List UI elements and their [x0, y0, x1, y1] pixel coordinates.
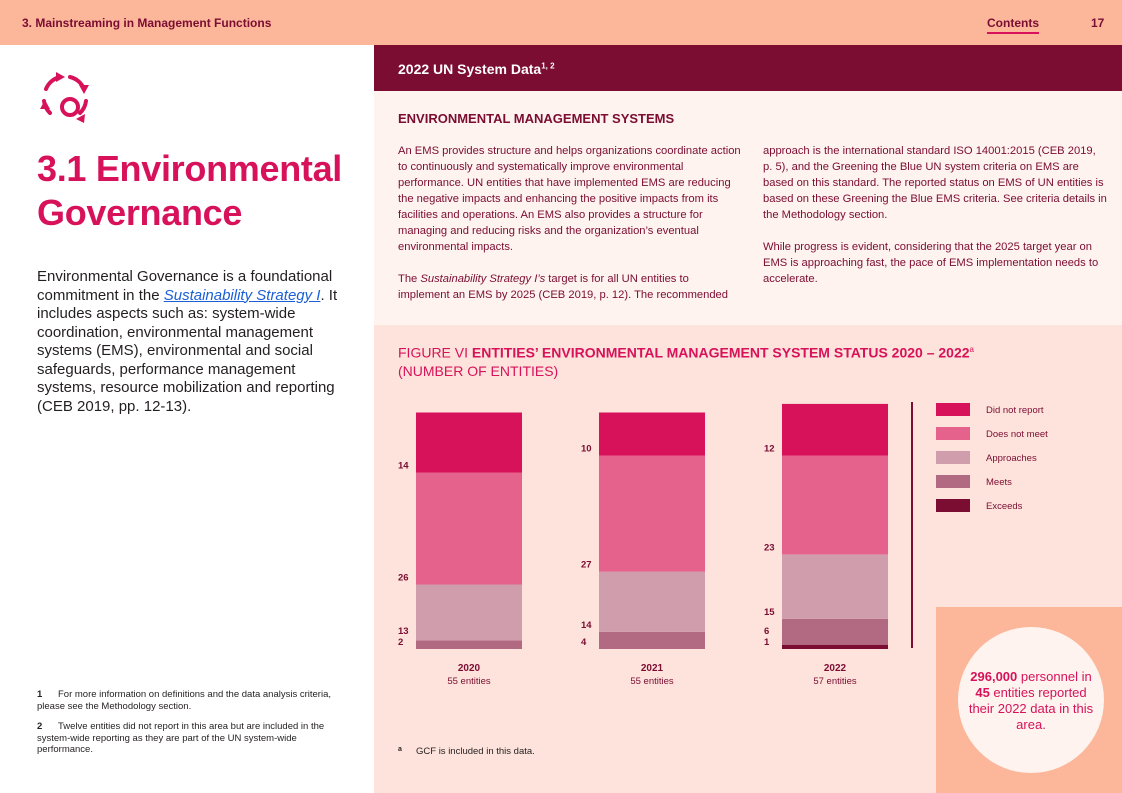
data-title-sup: 1, 2: [541, 61, 555, 71]
category-sublabel: 57 entities: [813, 676, 857, 687]
footnote-number: 1: [37, 689, 43, 700]
intro-paragraph: [37, 268, 357, 416]
bar-segment-does-not-meet: [599, 456, 705, 572]
legend-label: Approaches: [986, 453, 1037, 464]
legend-item: [934, 448, 1084, 472]
data-label: 23: [764, 542, 775, 554]
bar-segment-approaches: [782, 554, 888, 619]
data-label: 14: [581, 619, 592, 631]
callout-number-entities: 45: [975, 685, 990, 700]
ems-paragraph: [398, 271, 743, 303]
bar-segment-did-not-report: [416, 413, 522, 473]
page-number: 17: [1091, 16, 1105, 30]
data-label: 27: [581, 559, 592, 571]
data-label: 1: [764, 637, 770, 648]
legend-divider: [911, 402, 913, 648]
category-label: 2022: [823, 663, 847, 674]
ems-paragraph: While progress is evident, considering that the 2025 target year on EMS is approaching fast, the pace of EMS implementation needs to accelerate.: [763, 241, 1099, 285]
ems-italic-text: Sustainability Strategy I’s: [420, 273, 546, 285]
ems-text: The: [398, 273, 421, 285]
intro-text-2: . It includes aspects such as: system-wide coordination, environmental management systems (EMS), environmental and social safeguards, performance management systems, resource mobilization and reporting (CEB 2019, pp. 12-13).: [37, 286, 338, 415]
right-panel: [374, 45, 1122, 793]
legend-swatch: [936, 499, 970, 512]
bar-segment-meets: [782, 619, 888, 645]
footnote-text: For more information on definitions and the data analysis criteria, please see the Methodology section.: [37, 689, 331, 712]
title-line-2: Governance: [37, 192, 243, 233]
legend-label: Does not meet: [986, 429, 1048, 440]
figure-label: FIGURE VI: [398, 344, 472, 361]
figure-note: [398, 746, 535, 757]
sustainability-strategy-link[interactable]: Sustainability Strategy I: [163, 286, 321, 304]
bar-segment-approaches: [599, 572, 705, 632]
data-label: 4: [581, 637, 587, 648]
bar-segment-exceeds: [782, 645, 888, 649]
footnotes: [37, 689, 355, 765]
figure-title-sup: a: [969, 345, 974, 354]
data-label: 6: [764, 626, 770, 637]
ems-column-2: [763, 143, 1108, 303]
page-title: [37, 147, 342, 235]
legend-item: [934, 424, 1084, 448]
data-label: 2: [398, 637, 404, 648]
bar-segment-does-not-meet: [416, 473, 522, 585]
contents-link[interactable]: Contents: [987, 16, 1039, 34]
ems-heading: ENVIRONMENTAL MANAGEMENT SYSTEMS: [398, 111, 675, 126]
data-label: 13: [398, 626, 409, 637]
figure-title-text: ENTITIES’ ENVIRONMENTAL MANAGEMENT SYSTEM STATUS 2020 – 2022: [471, 344, 970, 361]
legend-swatch: [936, 475, 970, 488]
figure-note-marker: a: [398, 746, 402, 753]
data-label: 10: [581, 443, 592, 455]
data-header-bar: [374, 45, 1122, 91]
bar-segment-meets: [416, 640, 522, 649]
bar-segment-did-not-report: [782, 404, 888, 456]
bar-segment-does-not-meet: [782, 456, 888, 555]
legend-swatch: [936, 451, 970, 464]
title-line-1: 3.1 Environmental: [37, 148, 342, 189]
data-label: 12: [764, 443, 775, 455]
footnote-number: 2: [37, 721, 43, 732]
footnote: [37, 689, 355, 712]
data-title: [398, 61, 555, 77]
category-label: 2021: [640, 663, 664, 674]
ems-paragraph: An EMS provides structure and helps organizations coordinate action to continuously and systematically improve environmental performance. UN entities that have implemented EMS are reducing the negative impacts and enhancing the positive impacts from its facilities and operations. An EMS also provides a structure for managing and reducing risks and the organization’s eventual environmental impacts.: [398, 145, 741, 253]
callout-text-1: personnel in: [1017, 669, 1092, 684]
ems-text: target is for all UN entities to implement an EMS by 2025 (CEB 2019, p. 12). The recommended: [398, 273, 728, 301]
ems-section: [374, 91, 1122, 325]
legend-label: Exceeds: [986, 501, 1023, 512]
legend-item: [934, 400, 1084, 424]
cycle-gear-icon: [36, 69, 94, 127]
footnote-text: Twelve entities did not report in this area but are included in the system-wide reporting as they are part of the UN system-wide performance.: [37, 721, 325, 755]
legend-item: [934, 472, 1084, 496]
left-panel: [0, 45, 374, 793]
footnote: [37, 721, 355, 756]
figure-subtitle: (NUMBER OF ENTITIES): [398, 362, 559, 379]
intro-text-1: Environmental Governance is a foundational commitment in the: [37, 268, 333, 304]
callout-number-personnel: 296,000: [970, 669, 1018, 684]
legend-swatch: [936, 403, 970, 416]
legend-label: Meets: [986, 477, 1012, 488]
callout-text-2: entities reported their 2022 data in this area.: [968, 685, 1094, 732]
legend-item: [934, 496, 1084, 520]
category-label: 2020: [457, 663, 481, 674]
section-title: 3. Mainstreaming in Management Functions: [22, 16, 272, 30]
category-sublabel: 55 entities: [630, 676, 674, 687]
legend-label: Did not report: [986, 405, 1044, 416]
data-label: 26: [398, 572, 409, 584]
personnel-callout: [958, 627, 1104, 773]
top-bar: [0, 0, 1122, 45]
chart-legend: [934, 400, 1084, 520]
figure-title: [398, 341, 978, 380]
data-label: 15: [764, 606, 775, 618]
bar-segment-approaches: [416, 585, 522, 641]
figure-note-text: GCF is included in this data.: [416, 746, 535, 757]
ems-column-1: [398, 143, 743, 319]
data-title-text: 2022 UN System Data: [398, 61, 542, 77]
bar-segment-did-not-report: [599, 413, 705, 456]
stacked-bar-chart: [374, 385, 934, 705]
ems-paragraph: approach is the international standard ISO 14001:2015 (CEB 2019, p. 5), and the Greening the Blue UN system criteria on EMS are based on this standard. The reported status on EMS of UN entities is based on these Greening the Blue EMS criteria. See criteria details in the Methodology section.: [763, 145, 1107, 221]
bar-segment-meets: [599, 632, 705, 649]
legend-swatch: [936, 427, 970, 440]
category-sublabel: 55 entities: [447, 676, 491, 687]
callout-text: [964, 669, 1098, 733]
data-label: 14: [398, 460, 409, 472]
